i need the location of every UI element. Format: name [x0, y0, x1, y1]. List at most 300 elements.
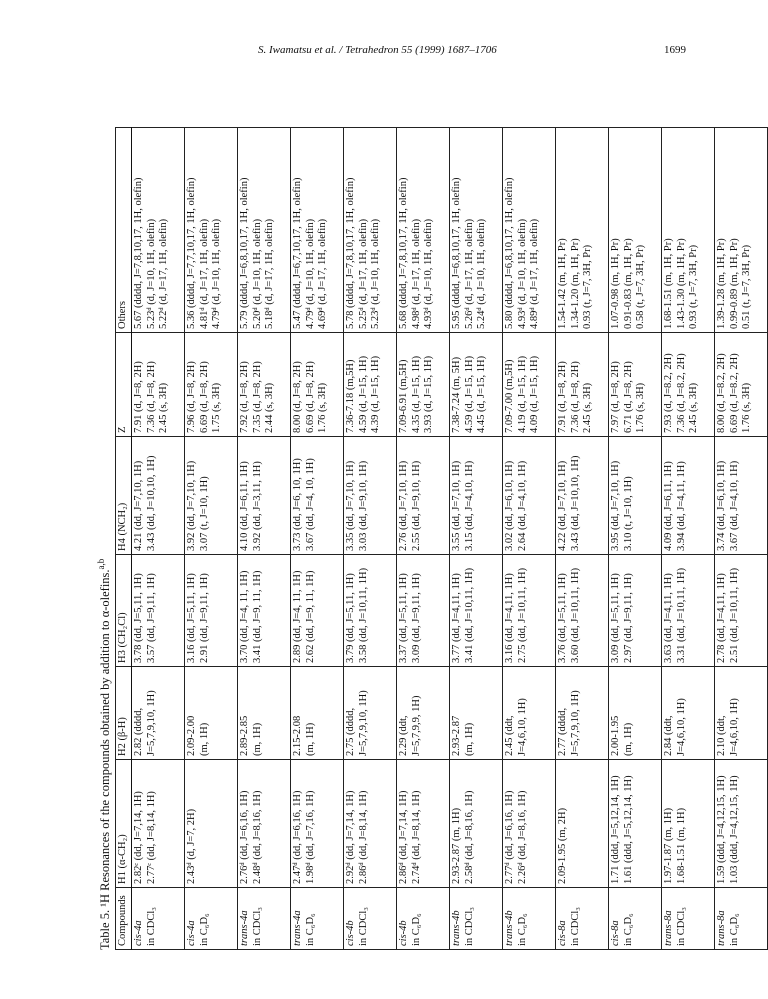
cell-line: 1.34-1.20 (m, 1H, Pr): [569, 238, 581, 329]
cell-line: 6.69 (d, J=8.2, 2H): [728, 353, 740, 433]
cell-line: 3.07 (t, J=10, 1H): [198, 476, 210, 551]
cell-line: 3.16 (dd, J=4,11, 1H): [504, 573, 515, 663]
cell-line: 2.77 (dddd,: [557, 707, 568, 756]
z-cell: [503, 333, 556, 437]
cell-line: 4.10 (dd, J=6,11, 1H): [239, 461, 250, 551]
cell-line: 2.10 (ddt,: [716, 715, 727, 756]
z-cell: [450, 333, 503, 437]
others-cell: [132, 128, 185, 333]
h3-cell: [132, 555, 185, 667]
cell-line: 1.07-0.98 (m, 1H, Pr): [610, 238, 621, 329]
h3-cell: [185, 555, 238, 667]
h4-cell: [662, 437, 715, 555]
cell-line: 0.93 (t, J=7, 3H, Pr): [582, 244, 593, 329]
table-row: [344, 128, 397, 950]
cell-line: 5.20ᵈ (d, J=10, 1H, olefin): [251, 218, 263, 329]
cell-line: 1.98ᵈ (dd, J=7,16, 1H): [304, 790, 316, 884]
compound-cell: [556, 888, 609, 950]
h1-cell: [609, 760, 662, 888]
cell-line: 2.93-2.87: [451, 715, 462, 756]
cell-line: 7.09-7.00 (m,5H): [504, 359, 515, 433]
cell-line: 1.76 (s, 3H): [741, 382, 752, 433]
others-cell: [291, 128, 344, 333]
cell-line: 2.89-2.85: [239, 715, 250, 756]
cell-line: 2.47ᵈ (dd, J=6,16, 1H): [292, 790, 303, 884]
compound-cell: [715, 888, 768, 950]
cell-line: 1.43-1.30 (m, 1H, Pr): [675, 238, 687, 329]
cell-line: 3.09 (dd, J=9,11, 1H): [410, 573, 422, 663]
table-row: [556, 128, 609, 950]
cell-line: 5.79 (dddd, J=6,8,10,17, 1H, olefin): [239, 177, 250, 329]
cell-line: J=4,6,10, 1H): [728, 698, 740, 756]
cell-line: 2.78 (dd, J=4,11, 1H): [716, 573, 727, 663]
cell-line: 2.29 (ddt,: [398, 715, 409, 756]
cell-line: 3.16 (dd, J=5,11, 1H): [186, 573, 197, 663]
cell-line: 2.64 (dd, J=4,10, 1H): [516, 460, 528, 551]
others-cell: [185, 128, 238, 333]
compound-solvent: in CDCl₃: [463, 907, 475, 946]
cell-line: 2.86ᵈ (dd, J=8,14, 1H): [357, 790, 369, 884]
h1-cell: [450, 760, 503, 888]
cell-line: 5.18ᵈ (d, J=17, 1H, olefin): [264, 218, 275, 329]
cell-line: 3.93 (d, J=15, 1H): [423, 355, 434, 433]
page-number: 1699: [664, 44, 686, 56]
cell-line: 4.59 (d, J=15, 1H): [463, 355, 475, 433]
cell-line: 3.76 (dd, J=5,11, 1H): [557, 573, 568, 663]
h3-cell: [662, 555, 715, 667]
cell-line: 2.97 (dd, J=9,11, 1H): [622, 573, 634, 663]
compound-solvent: in C₆D₆: [304, 913, 316, 946]
h2-cell: [609, 667, 662, 760]
h2-cell: [291, 667, 344, 760]
cell-line: 2.48ᵈ (dd, J=8,16, 1H): [251, 790, 263, 884]
h2-cell: [503, 667, 556, 760]
cell-line: 7.93 (d, J=8.2, 2H): [663, 353, 674, 433]
others-cell: [238, 128, 291, 333]
cell-line: 2.77ᵈ (dd, J=6,16, 1H): [504, 790, 515, 884]
table-row: [185, 128, 238, 950]
h1-cell: [344, 760, 397, 888]
others-cell: [715, 128, 768, 333]
compound-name: trans-4a: [239, 910, 250, 946]
cell-line: 4.22 (dd, J=7,10, 1H): [557, 460, 568, 551]
cell-line: 2.91 (dd, J=9,11, 1H): [198, 573, 210, 663]
h4-cell: [397, 437, 450, 555]
z-cell: [291, 333, 344, 437]
cell-line: 0.99-0.89 (m, 1H, Pr): [728, 238, 740, 329]
table-row: [609, 128, 662, 950]
cell-line: 1.76 (s, 3H): [317, 382, 328, 433]
cell-line: 1.76 (s, 3H): [635, 382, 646, 433]
compound-solvent: in C₆D₆: [198, 913, 210, 946]
cell-line: 1.68-1.51 (m, 1H, Pr): [663, 238, 674, 329]
table-row: [503, 128, 556, 950]
h2-cell: [238, 667, 291, 760]
column-header-h2: H2 (β-H): [116, 667, 132, 760]
cell-line: 2.51 (dd, J=10,11, 1H): [728, 567, 740, 663]
compound-solvent: in CDCl₃: [569, 907, 581, 946]
h2-cell: [556, 667, 609, 760]
cell-line: 3.63 (dd, J=4,11, 1H): [663, 573, 674, 663]
cell-line: 2.58ᵈ (dd, J=8,16, 1H): [463, 790, 475, 884]
cell-line: 4.89ᵈ (d, J=17, 1H, olefin): [529, 218, 540, 329]
compound-solvent: in CDCl₃: [145, 907, 157, 946]
cell-line: 4.93ᵈ (d, J=10, 1H, olefin): [516, 218, 528, 329]
cell-line: 2.76ᵈ (dd, J=6,16, 1H): [239, 790, 250, 884]
compound-name: cis-8a: [610, 920, 621, 946]
rotated-table-block: [88, 128, 768, 950]
table-row: [715, 128, 768, 950]
h4-cell: [609, 437, 662, 555]
cell-line: J=5,7,9,10, 1H): [569, 690, 581, 756]
compound-name: cis-8a: [557, 920, 568, 946]
z-cell: [185, 333, 238, 437]
cell-line: 4.09 (d, J=15, 1H): [529, 355, 540, 433]
cell-line: 2.44 (s, 3H): [264, 382, 275, 433]
others-cell: [450, 128, 503, 333]
cell-line: 3.77 (dd, J=4,11, 1H): [451, 573, 462, 663]
table-header-row: [116, 128, 132, 950]
compound-name: cis-4a: [186, 920, 197, 946]
cell-line: 3.10 (t, J=10, 1H): [622, 476, 634, 551]
cell-line: 1.61 (ddd, J=5,12,14, 1H): [622, 775, 634, 884]
cell-line: 5.78 (dddd, J=7,8,10,17, 1H, olefin): [345, 177, 356, 329]
compound-cell: [344, 888, 397, 950]
cell-line: 5.22ᵈ (d, J=17, 1H, olefin): [158, 218, 169, 329]
cell-line: 7.91 (d, J=8, 2H): [557, 361, 568, 433]
h3-cell: [715, 555, 768, 667]
h4-cell: [450, 437, 503, 555]
cell-line: 2.45 (s, 3H): [158, 382, 169, 433]
cell-line: 1.68-1.51 (m, 1H): [675, 807, 687, 884]
cell-line: (m, 1H): [622, 722, 634, 756]
cell-line: 0.51 (t, J=7, 3H, Pr): [741, 244, 752, 329]
cell-line: 2.62 (dd, J=9, 11, 1H): [304, 570, 316, 663]
h4-cell: [344, 437, 397, 555]
compound-name: cis-4b: [398, 920, 409, 946]
compound-name: trans-8a: [716, 910, 727, 946]
cell-line: 2.26ᵈ (dd, J=8,16, 1H): [516, 790, 528, 884]
h4-cell: [238, 437, 291, 555]
h1-cell: [556, 760, 609, 888]
cell-line: (m, 1H): [251, 722, 263, 756]
cell-line: 1.03 (ddd, J=4,12,15, 1H): [728, 775, 740, 884]
cell-line: 5.80 (dddd, J=6,8,10,17, 1H, olefin): [504, 177, 515, 329]
h3-cell: [556, 555, 609, 667]
cell-line: 2.00-1.95: [610, 715, 621, 756]
cell-line: 1.59 (ddd, J=4,12,15, 1H): [716, 775, 727, 884]
cell-line: 3.41 (dd, J=10,11, 1H): [463, 567, 475, 663]
cell-line: 2.86ᵈ (dd, J=7,14, 1H): [398, 790, 409, 884]
cell-line: 3.35 (dd, J=7,10, 1H): [345, 460, 356, 551]
cell-line: 2.75 (dddd,: [345, 707, 356, 756]
cell-line: 3.55 (dd, J=7,10, 1H): [451, 460, 462, 551]
cell-line: 5.67 (dddd, J=7,8,10,17, 1H, olefin): [133, 177, 144, 329]
cell-line: 2.92ᵈ (dd, J=7,14, 1H): [345, 790, 356, 884]
cell-line: 4.09 (dd, J=6,11, 1H): [663, 461, 674, 551]
h3-cell: [450, 555, 503, 667]
cell-line: 2.43ᵈ (d, J=7, 2H): [186, 808, 197, 884]
cell-line: 0.91-0.83 (m, 1H, Pr): [622, 238, 634, 329]
compound-name: cis-4a: [133, 920, 144, 946]
cell-line: 1.97-1.87 (m, 1H): [663, 807, 674, 884]
compound-solvent: in CDCl₃: [251, 907, 263, 946]
cell-line: 2.75 (dd, J=10,11, 1H): [516, 567, 528, 663]
compound-name: trans-8a: [663, 910, 674, 946]
h3-cell: [344, 555, 397, 667]
cell-line: 2.45 (ddt,: [504, 715, 515, 756]
cell-line: 3.02 (dd, J=6,10, 1H): [504, 460, 515, 551]
cell-line: 4.39 (d, J=15, 1H): [370, 355, 381, 433]
cell-line: (m, 1H): [463, 722, 475, 756]
h2-cell: [397, 667, 450, 760]
z-cell: [662, 333, 715, 437]
compound-cell: [397, 888, 450, 950]
cell-line: 2.15-2.08: [292, 715, 303, 756]
cell-line: J=5,7,9,9, 1H): [410, 695, 422, 756]
cell-line: 7.36 (d, J=8.2, 2H): [675, 353, 687, 433]
table-caption-text: ¹H Resonances of the compounds obtained by addition to α-olefins.: [98, 569, 113, 907]
compound-cell: [503, 888, 556, 950]
cell-line: 3.15 (dd, J=4,10, 1H): [463, 460, 475, 551]
cell-line: 2.82ᶜ (dd, J=7,14, 1H): [133, 791, 144, 884]
h4-cell: [185, 437, 238, 555]
cell-line: 5.68 (dddd, J=7,8,10,17, 1H, olefin): [398, 177, 409, 329]
cell-line: 7.92 (d, J=8, 2H): [239, 361, 250, 433]
table-row: [291, 128, 344, 950]
cell-line: 3.43 (dd, J=10,10, 1H): [145, 455, 157, 551]
cell-line: 5.26ᵈ (d, J=17, 1H, olefin): [463, 218, 475, 329]
h3-cell: [503, 555, 556, 667]
cell-line: 3.09 (dd, J=5,11, 1H): [610, 573, 621, 663]
compound-name: cis-4b: [345, 920, 356, 946]
cell-line: 3.37 (dd, J=5,11, 1H): [398, 573, 409, 663]
others-cell: [662, 128, 715, 333]
others-cell: [397, 128, 450, 333]
cell-line: 4.93ᵈ (d, J=10, 1H, olefin): [423, 218, 434, 329]
column-header-h3: H3 (CH₂Cl): [116, 555, 132, 667]
compound-cell: [291, 888, 344, 950]
cell-line: 7.91 (d, J=8, 2H): [133, 361, 144, 433]
cell-line: (m, 1H): [198, 722, 210, 756]
cell-line: J=5,7,9,10, 1H): [357, 690, 369, 756]
cell-line: 5.23ᵈ (d, J=10, 1H, olefin): [370, 218, 381, 329]
h4-cell: [132, 437, 185, 555]
table-caption-label: Table 5.: [98, 909, 113, 950]
cell-line: 2.93-2.87 (m, 1H): [451, 807, 462, 884]
cell-line: 7.09-6.91 (m,5H): [398, 359, 409, 433]
table-caption-superscript: a,b: [96, 558, 106, 570]
compound-cell: [238, 888, 291, 950]
cell-line: 3.74 (dd, J=6,10, 1H): [716, 460, 727, 551]
h4-cell: [715, 437, 768, 555]
h3-cell: [609, 555, 662, 667]
cell-line: 3.43 (dd, J=10,10, 1H): [569, 455, 581, 551]
compound-solvent: in C₆D₆: [410, 913, 422, 946]
cell-line: 6.71 (d, J=8, 2H): [622, 361, 634, 433]
z-cell: [132, 333, 185, 437]
table-row: [662, 128, 715, 950]
nmr-table: [115, 127, 768, 950]
cell-line: 1.75 (s, 3H): [211, 382, 222, 433]
cell-line: 1.54-1.42 (m, 1H, Pr): [557, 238, 568, 329]
compound-cell: [450, 888, 503, 950]
cell-line: 5.47 (dddd, J=6,7,10,17, 1H, olefin): [292, 177, 303, 329]
column-header-h1: H1 (α-CH₂): [116, 760, 132, 888]
compound-solvent: in C₆D₆: [622, 913, 634, 946]
cell-line: 7.36 (d, J=8, 2H): [145, 361, 157, 433]
cell-line: 1.71 (ddd, J=5,12,14, 1H): [610, 775, 621, 884]
cell-line: 3.58 (dd, J=10,11, 1H): [357, 567, 369, 663]
cell-line: 2.84 (ddt,: [663, 715, 674, 756]
compound-name: trans-4b: [451, 910, 462, 946]
cell-line: 3.73 (dd, J=6, 10, 1H): [292, 458, 303, 551]
cell-line: 3.57 (dd, J=9,11, 1H): [145, 573, 157, 663]
compound-solvent: in C₆D₆: [728, 913, 740, 946]
others-cell: [344, 128, 397, 333]
cell-line: 7.36-7.18 (m,5H): [345, 359, 356, 433]
cell-line: 2.76 (dd, J=7,10, 1H): [398, 460, 409, 551]
table-caption: [88, 128, 115, 950]
compound-cell: [662, 888, 715, 950]
others-cell: [503, 128, 556, 333]
cell-line: 4.98ᵈ (d, J=17, 1H, olefin): [410, 218, 422, 329]
cell-line: 3.94 (dd, J=4,11, 1H): [675, 461, 687, 551]
column-header-z: Z: [116, 333, 132, 437]
cell-line: 3.60 (dd, J=10,11, 1H): [569, 567, 581, 663]
cell-line: J=4,6,10, 1H): [675, 698, 687, 756]
z-cell: [715, 333, 768, 437]
compound-name: trans-4a: [292, 910, 303, 946]
compound-name: trans-4b: [504, 910, 515, 946]
h1-cell: [715, 760, 768, 888]
cell-line: 4.19 (d, J=15, 1H): [516, 355, 528, 433]
cell-line: 2.77ᶜ (dd, J=8,14, 1H): [145, 791, 157, 884]
cell-line: 4.79ᵈ (d, J=10, 1H, olefin): [211, 218, 222, 329]
cell-line: 5.23ᵈ (d, J=10, 1H, olefin): [145, 218, 157, 329]
cell-line: 3.92 (dd, J=3,11, 1H): [251, 461, 263, 551]
cell-line: J=4,6,10, 1H): [516, 698, 528, 756]
cell-line: 2.45 (s, 3H): [582, 382, 593, 433]
z-cell: [238, 333, 291, 437]
compound-solvent: in C₆D₆: [516, 913, 528, 946]
compound-solvent: in CDCl₃: [357, 907, 369, 946]
z-cell: [609, 333, 662, 437]
cell-line: 5.95 (dddd, J=6,8,10,17, 1H, olefin): [451, 177, 462, 329]
cell-line: J=5,7,9,10, 1H): [145, 690, 157, 756]
table-row: [132, 128, 185, 950]
cell-line: 3.70 (dd, J=4, 11, 1H): [239, 570, 250, 663]
h1-cell: [291, 760, 344, 888]
table-row: [450, 128, 503, 950]
compound-cell: [185, 888, 238, 950]
cell-line: 4.35 (d, J=15, 1H): [410, 355, 422, 433]
running-head: S. Iwamatsu et al. / Tetrahedron 55 (1999) 1687–1706: [258, 44, 497, 56]
cell-line: 3.67 (dd, J=4,10, 1H): [728, 460, 740, 551]
cell-line: 4.79ᵈ (d, J=10, 1H, olefin): [304, 218, 316, 329]
h3-cell: [291, 555, 344, 667]
cell-line: 7.38-7.24 (m, 5H): [451, 356, 462, 433]
h1-cell: [397, 760, 450, 888]
cell-line: 2.09-1.95 (m, 2H): [557, 807, 568, 884]
cell-line: 5.36 (dddd, J=7,7,10,17, 1H, olefin): [186, 177, 197, 329]
h2-cell: [450, 667, 503, 760]
cell-line: 4.21 (dd, J=7,10, 1H): [133, 460, 144, 551]
column-header-h4: H4 (NCH₂): [116, 437, 132, 555]
table-body: [132, 128, 768, 950]
h2-cell: [662, 667, 715, 760]
h1-cell: [185, 760, 238, 888]
others-cell: [609, 128, 662, 333]
column-header-compounds: Compounds: [116, 888, 132, 950]
cell-line: 3.67 (dd, J=4, 10, 1H): [304, 458, 316, 551]
table-row: [238, 128, 291, 950]
cell-line: 8.00 (d, J=8, 2H): [292, 361, 303, 433]
h2-cell: [344, 667, 397, 760]
cell-line: 3.78 (dd, J=5,11, 1H): [133, 573, 144, 663]
z-cell: [556, 333, 609, 437]
h1-cell: [132, 760, 185, 888]
cell-line: 7.36 (d, J=8, 2H): [569, 361, 581, 433]
h3-cell: [238, 555, 291, 667]
cell-line: 2.74ᵈ (dd, J=8,14, 1H): [410, 790, 422, 884]
cell-line: 7.35 (d, J=8, 2H): [251, 361, 263, 433]
cell-line: 3.41 (dd, J=9, 11, 1H): [251, 570, 263, 663]
h4-cell: [503, 437, 556, 555]
h2-cell: [185, 667, 238, 760]
cell-line: 6.69 (d, J=8, 2H): [198, 361, 210, 433]
compound-cell: [609, 888, 662, 950]
compound-cell: [132, 888, 185, 950]
h4-cell: [556, 437, 609, 555]
cell-line: 3.31 (dd, J=10,11, 1H): [675, 567, 687, 663]
cell-line: 7.96 (d, J=8, 2H): [186, 361, 197, 433]
cell-line: 6.69 (d, J=8, 2H): [304, 361, 316, 433]
cell-line: 2.45 (s, 3H): [688, 382, 699, 433]
others-cell: [556, 128, 609, 333]
cell-line: 4.45 (d, J=15, 1H): [476, 355, 487, 433]
z-cell: [397, 333, 450, 437]
cell-line: 4.81ᵈ (d, J=17, 1H, olefin): [198, 218, 210, 329]
compound-solvent: in CDCl₃: [675, 907, 687, 946]
cell-line: 2.82 (dddd,: [133, 707, 144, 756]
cell-line: 4.59 (d, J=15, 1H): [357, 355, 369, 433]
column-header-others: Others: [116, 128, 132, 333]
cell-line: 8.00 (d, J=8.2, 2H): [716, 353, 727, 433]
h2-cell: [715, 667, 768, 760]
cell-line: 5.25ᵈ (d, J=17, 1H, olefin): [357, 218, 369, 329]
cell-line: 2.89 (dd, J=4, 11, 1H): [292, 570, 303, 663]
cell-line: 2.09-2.00: [186, 715, 197, 756]
cell-line: 3.79 (dd, J=5,11, 1H): [345, 573, 356, 663]
cell-line: 4.69ᵈ (d, J=17, 1H, olefin): [317, 218, 328, 329]
cell-line: 7.97 (d, J=8, 2H): [610, 361, 621, 433]
h4-cell: [291, 437, 344, 555]
cell-line: 2.55 (dd, J=9,10, 1H): [410, 460, 422, 551]
h1-cell: [503, 760, 556, 888]
cell-line: 0.58 (t, J=7, 3H, Pr): [635, 244, 646, 329]
cell-line: 3.92 (dd, J=7,10, 1H): [186, 460, 197, 551]
cell-line: 1.39-1.28 (m, 1H, Pr): [716, 238, 727, 329]
z-cell: [344, 333, 397, 437]
cell-line: 3.95 (dd, J=7,10, 1H): [610, 460, 621, 551]
table-row: [397, 128, 450, 950]
cell-line: 0.93 (t, J=7, 3H, Pr): [688, 244, 699, 329]
h2-cell: [132, 667, 185, 760]
h3-cell: [397, 555, 450, 667]
h1-cell: [662, 760, 715, 888]
h1-cell: [238, 760, 291, 888]
